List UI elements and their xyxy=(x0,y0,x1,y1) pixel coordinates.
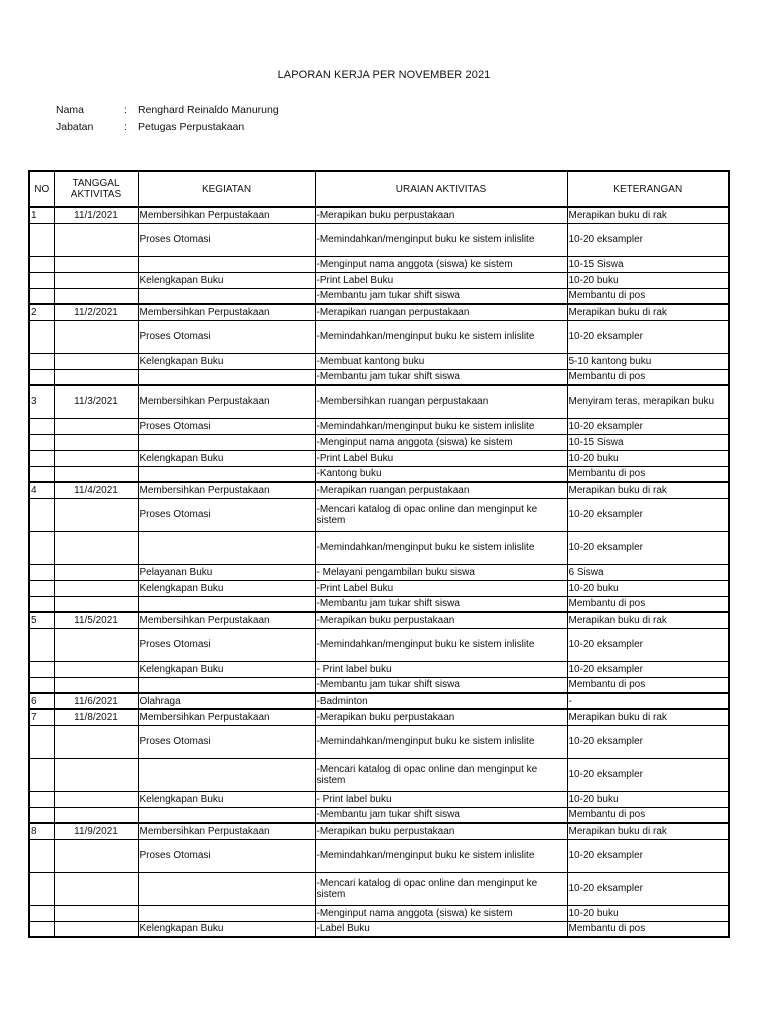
row-uraian: -Merapikan buku perpustakaan xyxy=(315,709,567,725)
row-kegiatan: Olahraga xyxy=(138,693,315,709)
row-no xyxy=(29,434,54,450)
row-keterangan: 10-20 eksampler xyxy=(567,531,729,564)
table-row xyxy=(29,839,729,872)
row-date xyxy=(54,256,138,272)
row-uraian: -Memindahkan/menginput buku ke sistem inlislite xyxy=(315,320,567,353)
row-keterangan: Membantu di pos xyxy=(567,807,729,823)
row-kegiatan: Kelengkapan Buku xyxy=(138,272,315,288)
row-uraian: -Kantong buku xyxy=(315,466,567,482)
row-keterangan: 10-20 eksampler xyxy=(567,223,729,256)
row-no xyxy=(29,256,54,272)
row-uraian: -Merapikan buku perpustakaan xyxy=(315,207,567,223)
table-row xyxy=(29,385,729,418)
row-no xyxy=(29,418,54,434)
row-no xyxy=(29,596,54,612)
row-kegiatan: Kelengkapan Buku xyxy=(138,450,315,466)
row-uraian: -Membantu jam tukar shift siswa xyxy=(315,807,567,823)
row-keterangan: 10-20 eksampler xyxy=(567,418,729,434)
table-row xyxy=(29,466,729,482)
row-keterangan: 10-20 eksampler xyxy=(567,872,729,905)
row-no xyxy=(29,905,54,921)
row-date xyxy=(54,661,138,677)
row-no xyxy=(29,872,54,905)
row-kegiatan: Membersihkan Perpustakaan xyxy=(138,207,315,223)
row-uraian: -Membantu jam tukar shift siswa xyxy=(315,369,567,385)
row-keterangan: Merapikan buku di rak xyxy=(567,612,729,628)
table-row xyxy=(29,434,729,450)
row-date xyxy=(54,677,138,693)
row-uraian: -Badminton xyxy=(315,693,567,709)
row-kegiatan: Kelengkapan Buku xyxy=(138,353,315,369)
info-colon: : xyxy=(124,104,127,116)
row-kegiatan: Kelengkapan Buku xyxy=(138,580,315,596)
table-row xyxy=(29,207,729,223)
row-kegiatan xyxy=(138,531,315,564)
row-keterangan: Membantu di pos xyxy=(567,677,729,693)
row-no xyxy=(29,450,54,466)
table-row xyxy=(29,677,729,693)
table-body xyxy=(29,207,729,937)
row-date xyxy=(54,580,138,596)
info-value: Petugas Perpustakaan xyxy=(138,121,245,133)
row-date xyxy=(54,353,138,369)
row-date: 11/5/2021 xyxy=(54,612,138,628)
row-uraian: -Print Label Buku xyxy=(315,450,567,466)
table-row xyxy=(29,823,729,839)
table-row xyxy=(29,418,729,434)
row-date xyxy=(54,807,138,823)
row-kegiatan: Pelayanan Buku xyxy=(138,564,315,580)
row-date xyxy=(54,272,138,288)
row-no: 3 xyxy=(29,385,54,418)
row-date xyxy=(54,434,138,450)
row-keterangan: Membantu di pos xyxy=(567,288,729,304)
row-date xyxy=(54,450,138,466)
row-keterangan: Menyiram teras, merapikan buku xyxy=(567,385,729,418)
table-row xyxy=(29,531,729,564)
row-keterangan: 10-15 Siswa xyxy=(567,434,729,450)
row-kegiatan: Membersihkan Perpustakaan xyxy=(138,612,315,628)
row-date xyxy=(54,369,138,385)
row-kegiatan: Proses Otomasi xyxy=(138,223,315,256)
row-no xyxy=(29,369,54,385)
row-kegiatan: Proses Otomasi xyxy=(138,320,315,353)
row-kegiatan xyxy=(138,905,315,921)
table-row xyxy=(29,807,729,823)
info-colon: : xyxy=(124,121,127,133)
header-uraian: URAIAN AKTIVITAS xyxy=(315,171,567,207)
row-uraian: -Mencari katalog di opac online dan menginput ke sistem xyxy=(315,758,567,791)
row-keterangan: Merapikan buku di rak xyxy=(567,709,729,725)
row-kegiatan xyxy=(138,596,315,612)
row-kegiatan: Membersihkan Perpustakaan xyxy=(138,709,315,725)
row-keterangan: 6 Siswa xyxy=(567,564,729,580)
row-date: 11/3/2021 xyxy=(54,385,138,418)
report-title: LAPORAN KERJA PER NOVEMBER 2021 xyxy=(277,69,491,81)
row-keterangan: 10-20 buku xyxy=(567,272,729,288)
row-uraian: -Merapikan buku perpustakaan xyxy=(315,612,567,628)
row-uraian: -Membantu jam tukar shift siswa xyxy=(315,288,567,304)
row-kegiatan: Membersihkan Perpustakaan xyxy=(138,385,315,418)
row-keterangan: 10-15 Siswa xyxy=(567,256,729,272)
row-uraian: - Melayani pengambilan buku siswa xyxy=(315,564,567,580)
table-row xyxy=(29,450,729,466)
row-no xyxy=(29,791,54,807)
row-no xyxy=(29,288,54,304)
row-uraian: -Menginput nama anggota (siswa) ke sistem xyxy=(315,434,567,450)
header-keterangan: KETERANGAN xyxy=(567,171,729,207)
row-date xyxy=(54,596,138,612)
table-row xyxy=(29,304,729,320)
row-kegiatan: Kelengkapan Buku xyxy=(138,921,315,937)
row-date xyxy=(54,223,138,256)
row-uraian: -Membuat kantong buku xyxy=(315,353,567,369)
row-kegiatan xyxy=(138,434,315,450)
row-kegiatan: Membersihkan Perpustakaan xyxy=(138,482,315,498)
row-no xyxy=(29,580,54,596)
row-kegiatan xyxy=(138,872,315,905)
table-row xyxy=(29,725,729,758)
row-uraian: -Mencari katalog di opac online dan menginput ke sistem xyxy=(315,498,567,531)
info-label: Jabatan xyxy=(56,121,94,133)
table-header-row xyxy=(29,171,729,207)
row-uraian: -Merapikan ruangan perpustakaan xyxy=(315,304,567,320)
row-kegiatan: Proses Otomasi xyxy=(138,725,315,758)
row-no xyxy=(29,466,54,482)
row-keterangan: 10-20 eksampler xyxy=(567,628,729,661)
row-uraian: - Print label buku xyxy=(315,661,567,677)
row-date xyxy=(54,418,138,434)
row-keterangan: 10-20 buku xyxy=(567,791,729,807)
table-row xyxy=(29,353,729,369)
row-uraian: -Memindahkan/menginput buku ke sistem inlislite xyxy=(315,839,567,872)
row-kegiatan xyxy=(138,256,315,272)
row-keterangan: 10-20 eksampler xyxy=(567,839,729,872)
table-row xyxy=(29,256,729,272)
row-date xyxy=(54,905,138,921)
row-uraian: -Memindahkan/menginput buku ke sistem inlislite xyxy=(315,725,567,758)
row-kegiatan: Kelengkapan Buku xyxy=(138,661,315,677)
table-row xyxy=(29,758,729,791)
row-keterangan: 10-20 eksampler xyxy=(567,320,729,353)
table-row xyxy=(29,564,729,580)
row-uraian: - Print label buku xyxy=(315,791,567,807)
header-kegiatan: KEGIATAN xyxy=(138,171,315,207)
row-no: 4 xyxy=(29,482,54,498)
row-kegiatan xyxy=(138,758,315,791)
row-no xyxy=(29,758,54,791)
row-uraian: -Merapikan ruangan perpustakaan xyxy=(315,482,567,498)
row-date: 11/9/2021 xyxy=(54,823,138,839)
row-no xyxy=(29,498,54,531)
row-uraian: -Memindahkan/menginput buku ke sistem inlislite xyxy=(315,531,567,564)
table-row xyxy=(29,693,729,709)
row-keterangan: Membantu di pos xyxy=(567,466,729,482)
row-date xyxy=(54,839,138,872)
row-kegiatan: Membersihkan Perpustakaan xyxy=(138,304,315,320)
row-keterangan: Membantu di pos xyxy=(567,369,729,385)
row-no: 6 xyxy=(29,693,54,709)
row-date xyxy=(54,531,138,564)
row-date xyxy=(54,791,138,807)
row-date xyxy=(54,872,138,905)
row-kegiatan: Proses Otomasi xyxy=(138,498,315,531)
table-row xyxy=(29,369,729,385)
table-row xyxy=(29,921,729,937)
table-row xyxy=(29,905,729,921)
row-no xyxy=(29,272,54,288)
info-value: Renghard Reinaldo Manurung xyxy=(138,104,279,116)
row-uraian: -Memindahkan/menginput buku ke sistem inlislite xyxy=(315,418,567,434)
row-keterangan: 5-10 kantong buku xyxy=(567,353,729,369)
row-date xyxy=(54,288,138,304)
row-no xyxy=(29,628,54,661)
row-keterangan: Merapikan buku di rak xyxy=(567,304,729,320)
row-date: 11/1/2021 xyxy=(54,207,138,223)
table-row xyxy=(29,223,729,256)
row-uraian: -Menginput nama anggota (siswa) ke sistem xyxy=(315,256,567,272)
row-keterangan: - xyxy=(567,693,729,709)
row-no xyxy=(29,320,54,353)
row-uraian: -Print Label Buku xyxy=(315,272,567,288)
row-uraian: -Memindahkan/menginput buku ke sistem inlislite xyxy=(315,223,567,256)
row-kegiatan: Proses Otomasi xyxy=(138,839,315,872)
row-no xyxy=(29,921,54,937)
row-no xyxy=(29,353,54,369)
row-no xyxy=(29,839,54,872)
row-kegiatan xyxy=(138,677,315,693)
row-keterangan: 10-20 eksampler xyxy=(567,661,729,677)
row-date xyxy=(54,320,138,353)
row-date: 11/2/2021 xyxy=(54,304,138,320)
row-date xyxy=(54,466,138,482)
row-uraian: -Print Label Buku xyxy=(315,580,567,596)
row-keterangan: Merapikan buku di rak xyxy=(567,482,729,498)
row-keterangan: Merapikan buku di rak xyxy=(567,207,729,223)
table-row xyxy=(29,628,729,661)
row-date xyxy=(54,921,138,937)
row-no: 2 xyxy=(29,304,54,320)
row-kegiatan xyxy=(138,288,315,304)
row-kegiatan: Proses Otomasi xyxy=(138,628,315,661)
row-no: 5 xyxy=(29,612,54,628)
table-row xyxy=(29,320,729,353)
row-keterangan: Merapikan buku di rak xyxy=(567,823,729,839)
table-row xyxy=(29,288,729,304)
table-row xyxy=(29,709,729,725)
row-no: 1 xyxy=(29,207,54,223)
row-keterangan: 10-20 eksampler xyxy=(567,758,729,791)
row-uraian: -Label Buku xyxy=(315,921,567,937)
table-row xyxy=(29,791,729,807)
row-no xyxy=(29,223,54,256)
activity-table xyxy=(28,170,730,938)
row-date xyxy=(54,628,138,661)
table-row xyxy=(29,596,729,612)
row-no: 8 xyxy=(29,823,54,839)
row-date: 11/4/2021 xyxy=(54,482,138,498)
row-kegiatan: Proses Otomasi xyxy=(138,418,315,434)
row-keterangan: 10-20 buku xyxy=(567,580,729,596)
row-keterangan: 10-20 buku xyxy=(567,905,729,921)
table-row xyxy=(29,872,729,905)
table-row xyxy=(29,272,729,288)
row-no xyxy=(29,725,54,758)
row-kegiatan xyxy=(138,807,315,823)
row-no xyxy=(29,807,54,823)
row-no xyxy=(29,677,54,693)
row-no xyxy=(29,564,54,580)
row-keterangan: 10-20 eksampler xyxy=(567,498,729,531)
row-uraian: -Mencari katalog di opac online dan menginput ke sistem xyxy=(315,872,567,905)
row-date xyxy=(54,498,138,531)
row-keterangan: Membantu di pos xyxy=(567,921,729,937)
row-keterangan: 10-20 eksampler xyxy=(567,725,729,758)
row-kegiatan: Membersihkan Perpustakaan xyxy=(138,823,315,839)
table-row xyxy=(29,498,729,531)
info-label: Nama xyxy=(56,104,85,116)
row-kegiatan xyxy=(138,466,315,482)
row-kegiatan: Kelengkapan Buku xyxy=(138,791,315,807)
row-date: 11/8/2021 xyxy=(54,709,138,725)
table-row xyxy=(29,580,729,596)
table-row xyxy=(29,661,729,677)
header-tanggal: TANGGAL AKTIVITAS xyxy=(54,171,138,207)
table-row xyxy=(29,612,729,628)
row-uraian: -Membersihkan ruangan perpustakaan xyxy=(315,385,567,418)
row-no xyxy=(29,531,54,564)
table-row xyxy=(29,482,729,498)
row-uraian: -Memindahkan/menginput buku ke sistem inlislite xyxy=(315,628,567,661)
row-no xyxy=(29,661,54,677)
row-keterangan: Membantu di pos xyxy=(567,596,729,612)
row-date xyxy=(54,564,138,580)
row-uraian: -Merapikan buku perpustakaan xyxy=(315,823,567,839)
row-keterangan: 10-20 buku xyxy=(567,450,729,466)
row-date: 11/6/2021 xyxy=(54,693,138,709)
header-no: NO xyxy=(29,171,54,207)
row-date xyxy=(54,758,138,791)
row-uraian: -Membantu jam tukar shift siswa xyxy=(315,677,567,693)
row-uraian: -Membantu jam tukar shift siswa xyxy=(315,596,567,612)
row-no: 7 xyxy=(29,709,54,725)
row-uraian: -Menginput nama anggota (siswa) ke sistem xyxy=(315,905,567,921)
row-date xyxy=(54,725,138,758)
row-kegiatan xyxy=(138,369,315,385)
